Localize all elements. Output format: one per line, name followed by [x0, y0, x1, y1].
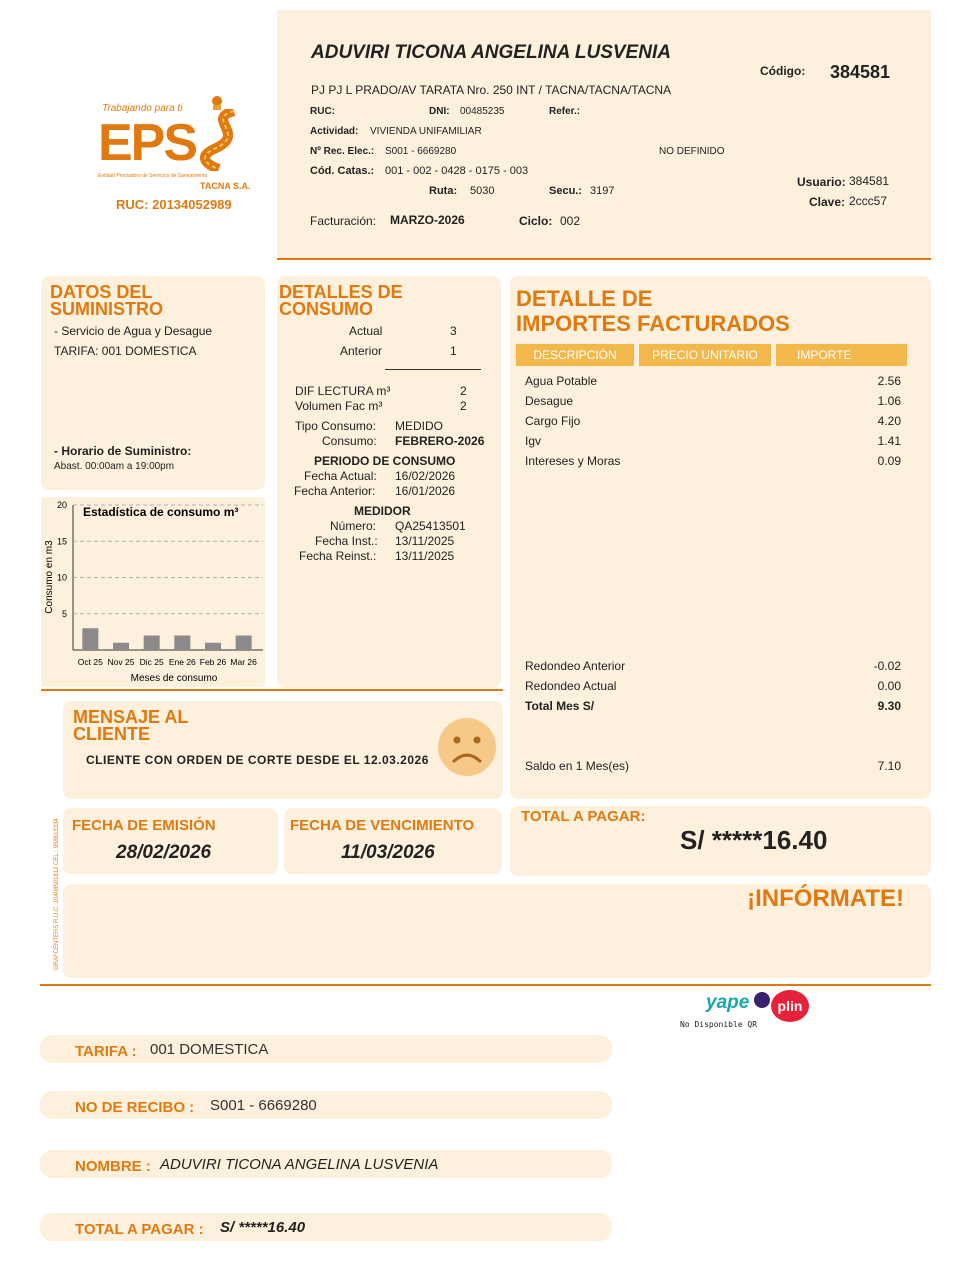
fecha-actual-label: Fecha Actual:	[304, 469, 377, 483]
actividad-label: Actividad:	[310, 126, 359, 137]
logo-text: EPS	[98, 114, 197, 172]
col-descripcion: DESCRIPCIÓN	[516, 344, 634, 366]
ruta-label: Ruta:	[429, 185, 458, 197]
suministro-title	[50, 284, 163, 318]
footer-total-label: TOTAL A PAGAR :	[75, 1221, 204, 1238]
yape-text: yape	[706, 992, 750, 1013]
yape-badge-icon	[754, 992, 770, 1008]
col-importe: IMPORTE	[776, 344, 907, 366]
item-desc: Agua Potable	[525, 374, 598, 388]
secu-label: Secu.:	[549, 185, 583, 197]
consumo-title	[279, 284, 403, 318]
dni-label: DNI:	[429, 106, 450, 117]
header-divider	[277, 258, 931, 260]
codigo-value: 384581	[830, 62, 891, 82]
mensaje-text: CLIENTE CON ORDEN DE CORTE DESDE EL 12.03.2026	[86, 753, 429, 767]
facturacion-label: Facturación:	[310, 214, 377, 228]
saldo-value: 7.10	[877, 759, 901, 773]
horario-value: Abast. 00:00am a 19:00pm	[54, 461, 175, 472]
numero-value: QA25413501	[395, 519, 466, 533]
printer-side-text: GRAFCENTERS R.U.C. 10408501812 CEL.: 958613334	[54, 818, 60, 970]
company-ruc: RUC: 20134052989	[116, 197, 232, 212]
footer-recibo	[40, 1091, 612, 1119]
item-importe: 2.56	[877, 374, 901, 388]
chart-title: Estadística de consumo m³	[83, 505, 239, 519]
catas-value: 001 - 002 - 0428 - 0175 - 003	[385, 165, 529, 177]
actual-label: Actual	[349, 324, 383, 338]
emision-label: FECHA DE EMISIÓN	[72, 817, 216, 834]
fecha-actual-value: 16/02/2026	[395, 469, 456, 483]
chart-x-tick-label: Oct 25	[77, 657, 103, 667]
rec-elec-value: S001 - 6669280	[385, 146, 457, 157]
customer-address: PJ PJ L PRADO/AV TARATA Nro. 250 INT / TACNA/TACNA/TACNA	[311, 83, 672, 97]
ciclo-label: Ciclo:	[519, 214, 553, 228]
sad-face-icon	[436, 716, 498, 778]
footer-recibo-label: NO DE RECIBO :	[75, 1099, 195, 1116]
consumo-title-line2: CONSUMO	[279, 299, 373, 319]
company-logo	[96, 95, 256, 220]
chart-y-tick-label: 5	[61, 608, 67, 619]
importes-title-line1: DETALLE DE	[516, 286, 653, 311]
item-desc: Igv	[525, 434, 542, 448]
chart-y-axis-label: Consumo en m3	[44, 540, 55, 614]
vol-value: 2	[460, 399, 467, 413]
yape-logo	[706, 992, 770, 1014]
vol-label: Volumen Fac m³	[295, 399, 383, 413]
item-importe: 1.41	[877, 434, 901, 448]
footer-tarifa-label: TARIFA :	[75, 1043, 137, 1060]
qr-note: No Disponible QR	[680, 1020, 758, 1029]
col-precio-unitario: PRECIO UNITARIO	[639, 344, 771, 366]
fecha-inst-label: Fecha Inst.:	[315, 534, 378, 548]
importes-title-line2: IMPORTES FACTURADOS	[516, 311, 790, 336]
clave-value: 2ccc57	[849, 194, 888, 208]
usuario-label: Usuario:	[797, 175, 846, 189]
logo-tagline: Trabajando para ti	[102, 103, 183, 114]
section-divider	[41, 689, 503, 691]
suministro-title-line1: DATOS DEL	[50, 282, 153, 302]
consumo-value: FEBRERO-2026	[395, 434, 485, 448]
total-mes-label: Total Mes S/	[525, 699, 595, 713]
bottom-divider	[40, 984, 931, 986]
tipo-value: MEDIDO	[395, 419, 443, 433]
emision-value: 28/02/2026	[116, 842, 212, 863]
item-importe: 0.09	[877, 454, 901, 468]
consumo-title-line1: DETALLES DE	[279, 282, 403, 302]
informate-title: ¡INFÓRMATE!	[747, 885, 904, 912]
actividad-value: VIVIENDA UNIFAMILIAR	[370, 126, 482, 137]
ruc-label: RUC:	[310, 106, 335, 117]
chart-y-tick-label: 20	[56, 500, 67, 510]
logo-road-icon	[194, 109, 254, 171]
secu-value: 3197	[590, 185, 615, 197]
chart-bar	[82, 628, 98, 650]
no-definido: NO DEFINIDO	[659, 146, 725, 157]
redondeo-anterior-value: -0.02	[873, 659, 901, 673]
ruta-value: 5030	[470, 185, 495, 197]
footer-nombre	[40, 1150, 612, 1178]
footer-tarifa-value: 001 DOMESTICA	[150, 1041, 269, 1058]
consumo-label: Consumo:	[322, 434, 377, 448]
ciclo-value: 002	[560, 214, 581, 228]
item-desc: Desague	[525, 394, 574, 408]
item-importe: 4.20	[877, 414, 901, 428]
chart-y-tick-label: 15	[56, 536, 67, 547]
dni-value: 00485235	[460, 106, 505, 117]
codigo-label: Código:	[760, 64, 806, 78]
chart-x-tick-label: Dic 25	[139, 657, 164, 667]
customer-name: ADUVIRI TICONA ANGELINA LUSVENIA	[311, 42, 671, 63]
rec-elec-label: Nº Rec. Elec.:	[310, 146, 375, 157]
redondeo-actual-value: 0.00	[877, 679, 901, 693]
total-value: S/ *****16.40	[680, 825, 828, 855]
clave-label: Clave:	[809, 195, 846, 209]
periodo-title: PERIODO DE CONSUMO	[314, 454, 456, 468]
chart-x-tick-label: Mar 26	[230, 657, 257, 667]
mensaje-title-line1: MENSAJE AL	[73, 707, 189, 727]
facturacion-value: MARZO-2026	[390, 213, 465, 227]
chart-x-axis-label: Meses de consumo	[130, 673, 218, 684]
fecha-reinst-value: 13/11/2025	[395, 549, 455, 563]
vencimiento-label: FECHA DE VENCIMIENTO	[290, 817, 475, 834]
chart-x-tick-label: Ene 26	[168, 657, 196, 667]
plin-logo	[771, 990, 809, 1022]
medidor-title: MEDIDOR	[354, 504, 411, 518]
logo-city: TACNA S.A.	[200, 181, 251, 191]
horario-label: - Horario de Suministro:	[54, 444, 192, 458]
chart-x-tick-label: Feb 26	[199, 657, 227, 667]
logo-subtitle: Entidad Prestadora de Servicios de Saneamiento	[98, 173, 208, 179]
fecha-reinst-label: Fecha Reinst.:	[299, 549, 377, 563]
item-desc: Cargo Fijo	[525, 414, 581, 428]
total-label: TOTAL A PAGAR:	[521, 808, 646, 825]
footer-nombre-value: ADUVIRI TICONA ANGELINA LUSVENIA	[160, 1156, 439, 1173]
suministro-title-line2: SUMINISTRO	[50, 299, 164, 319]
anterior-label: Anterior	[340, 344, 383, 358]
actual-value: 3	[450, 324, 457, 338]
chart-bar	[113, 643, 129, 650]
footer-recibo-value: S001 - 6669280	[210, 1097, 317, 1114]
saldo-label: Saldo en 1 Mes(es)	[525, 759, 630, 773]
total-mes-value: 9.30	[877, 699, 901, 713]
footer-total-value: S/ *****16.40	[220, 1219, 306, 1236]
chart-bar	[144, 636, 160, 651]
footer-total	[40, 1213, 612, 1241]
dif-value: 2	[460, 384, 467, 398]
mensaje-title	[73, 709, 188, 743]
chart-bar	[174, 636, 190, 651]
vencimiento-value: 11/03/2026	[341, 842, 435, 863]
fecha-anterior-label: Fecha Anterior:	[294, 484, 376, 498]
plin-text: plin	[777, 998, 803, 1014]
footer-tarifa	[40, 1035, 612, 1063]
importes-title	[516, 286, 790, 336]
dif-label: DIF LECTURA m³	[295, 384, 391, 398]
anterior-value: 1	[450, 344, 457, 358]
consumo-rule	[385, 369, 481, 370]
chart-bar	[236, 636, 252, 651]
chart-bar	[205, 643, 221, 650]
chart-y-tick-label: 10	[56, 572, 67, 583]
refer-label: Refer.:	[549, 106, 581, 117]
mensaje-title-line2: CLIENTE	[73, 724, 151, 744]
redondeo-actual-label: Redondeo Actual	[525, 679, 617, 693]
tipo-label: Tipo Consumo:	[295, 419, 376, 433]
catas-label: Cód. Catas.:	[310, 165, 375, 177]
usuario-value: 384581	[849, 174, 890, 188]
tarifa-text: TARIFA: 001 DOMESTICA	[54, 344, 197, 358]
consumption-chart	[41, 497, 265, 687]
servicio-text: - Servicio de Agua y Desague	[54, 324, 213, 338]
fecha-inst-value: 13/11/2025	[395, 534, 455, 548]
redondeo-anterior-label: Redondeo Anterior	[525, 659, 626, 673]
chart-x-tick-label: Nov 25	[107, 657, 135, 667]
item-importe: 1.06	[877, 394, 901, 408]
footer-nombre-label: NOMBRE :	[75, 1158, 151, 1175]
item-desc: Intereses y Moras	[525, 454, 621, 468]
fecha-anterior-value: 16/01/2026	[395, 484, 456, 498]
numero-label: Número:	[330, 519, 377, 533]
